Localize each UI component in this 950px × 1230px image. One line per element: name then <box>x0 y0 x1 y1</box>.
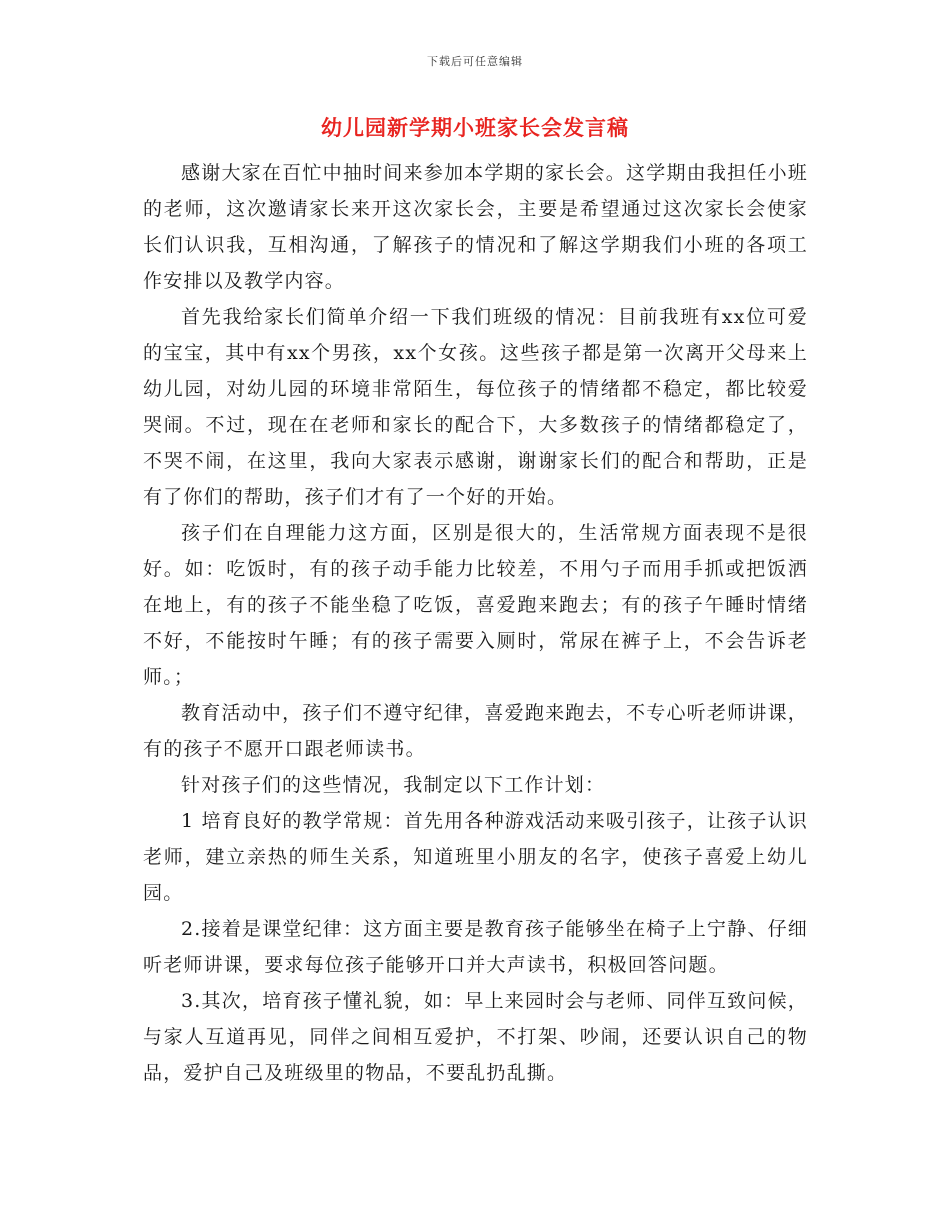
paragraph-plan-item-1: 1 培育良好的教学常规：首先用各种游戏活动来吸引孩子，让孩子认识老师，建立亲热的师生关系，知道班里小朋友的名字，使孩子喜爱上幼儿园。 <box>143 810 808 904</box>
paragraph-education-activity: 教育活动中，孩子们不遵守纪律，喜爱跑来跑去，不专心听老师讲课，有的孩子不愿开口跟老师读书。 <box>143 702 808 760</box>
paragraph-plan-item-3: 3.其次，培育孩子懂礼貌，如：早上来园时会与老师、同伴互致问候，与家人互道再见，同伴之间相互爱护，不打架、吵闹，还要认识自己的物品，爱护自己及班级里的物品，不要乱扔乱撕。 <box>143 990 808 1084</box>
paragraph-class-situation: 首先我给家长们简单介绍一下我们班级的情况：目前我班有xx位可爱的宝宝，其中有xx个男孩，xx个女孩。这些孩子都是第一次离开父母来上幼儿园，对幼儿园的环境非常陌生，每位孩子的情绪都不稳定，都比较爱哭闹。不过，现在在老师和家长的配合下，大多数孩子的情绪都稳定了，不哭不闹，在这里，我向大家表示感谢，谢谢家长们的配合和帮助，正是有了你们的帮助，孩子们才有了一个好的开始。 <box>143 306 808 508</box>
paragraph-self-care: 孩子们在自理能力这方面，区别是很大的，生活常规方面表现不是很好。如：吃饭时，有的孩子动手能力比较差，不用勺子而用手抓或把饭洒在地上，有的孩子不能坐稳了吃饭，喜爱跑来跑去；有的孩子午睡时情绪不好，不能按时午睡；有的孩子需要入厕时，常尿在裤子上，不会告诉老师。； <box>143 522 808 688</box>
paragraph-plan-intro: 针对孩子们的这些情况，我制定以下工作计划： <box>181 774 606 796</box>
document-title: 幼儿园新学期小班家长会发言稿 <box>321 115 629 140</box>
paragraph-plan-item-2: 2.接着是课堂纪律：这方面主要是教育孩子能够坐在椅子上宁静、仔细听老师讲课，要求每位孩子能够开口并大声读书，积极回答问题。 <box>143 918 808 976</box>
page-header-note: 下载后可任意编辑 <box>427 55 523 68</box>
document-body <box>143 155 808 1091</box>
paragraph-intro: 感谢大家在百忙中抽时间来参加本学期的家长会。这学期由我担任小班的老师，这次邀请家长来开这次家长会，主要是希望通过这次家长会使家长们认识我，互相沟通，了解孩子的情况和了解这学期我们小班的各项工作安排以及教学内容。 <box>143 162 808 292</box>
